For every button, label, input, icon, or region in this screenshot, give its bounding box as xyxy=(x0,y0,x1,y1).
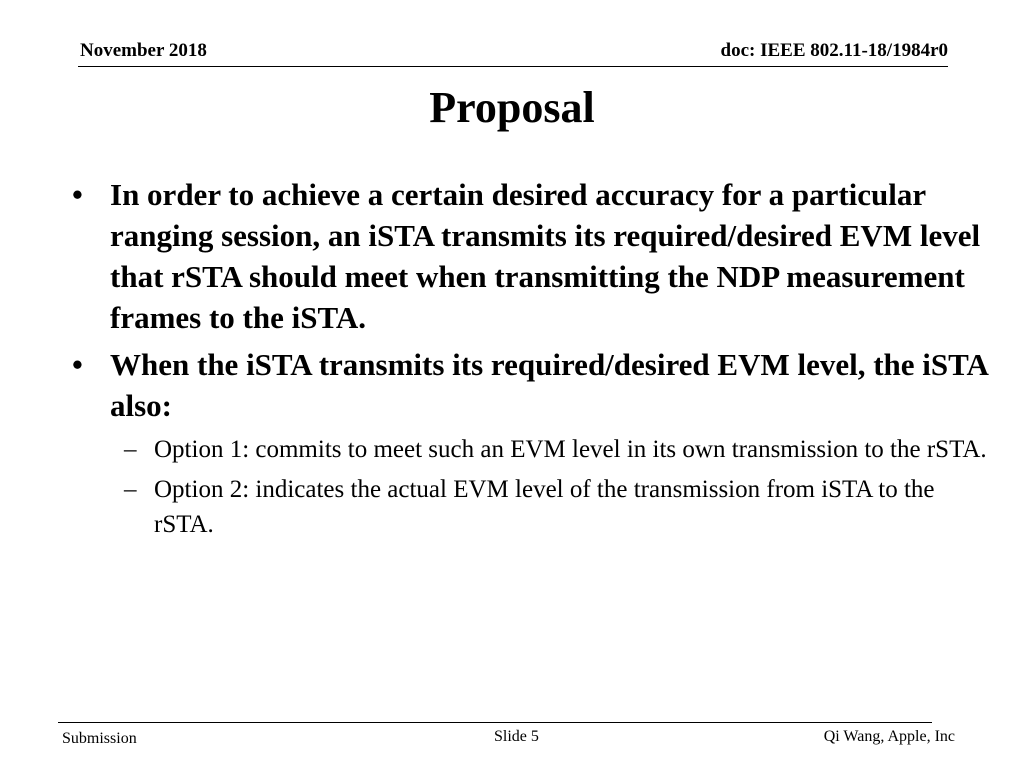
bullet-marker: • xyxy=(72,347,83,382)
sub-bullet-marker: – xyxy=(124,436,137,463)
bullet-text: When the iSTA transmits its required/desired EVM level, the iSTA also: xyxy=(110,347,988,423)
sub-bullet-text: Option 2: indicates the actual EVM level of the transmission from iSTA to the rSTA. xyxy=(154,476,935,538)
bullet-text: In order to achieve a certain desired accuracy for a particular ranging session, an iSTA transmits its required/desired EVM level that rSTA should meet when transmitting the NDP measurement frames to the iSTA. xyxy=(110,177,981,335)
bullet-marker: • xyxy=(72,177,83,212)
sub-bullet-item xyxy=(70,432,990,467)
bullet-item xyxy=(70,174,990,338)
bullet-item xyxy=(70,344,990,426)
footer-divider xyxy=(58,722,932,723)
footer-author: Qi Wang, Apple, Inc xyxy=(823,728,955,745)
footer-submission: Submission xyxy=(62,730,137,747)
header-doc-id: doc: IEEE 802.11-18/1984r0 xyxy=(720,40,948,61)
sub-bullet-text: Option 1: commits to meet such an EVM level in its own transmission to the rSTA. xyxy=(154,436,987,463)
slide-number: Slide 5 xyxy=(494,728,539,745)
slide-title: Proposal xyxy=(429,83,595,132)
header-date: November 2018 xyxy=(80,40,207,61)
header-divider xyxy=(78,66,948,67)
sub-bullet-marker: – xyxy=(124,476,137,503)
slide-body xyxy=(70,174,990,547)
sub-bullet-item xyxy=(70,472,990,542)
